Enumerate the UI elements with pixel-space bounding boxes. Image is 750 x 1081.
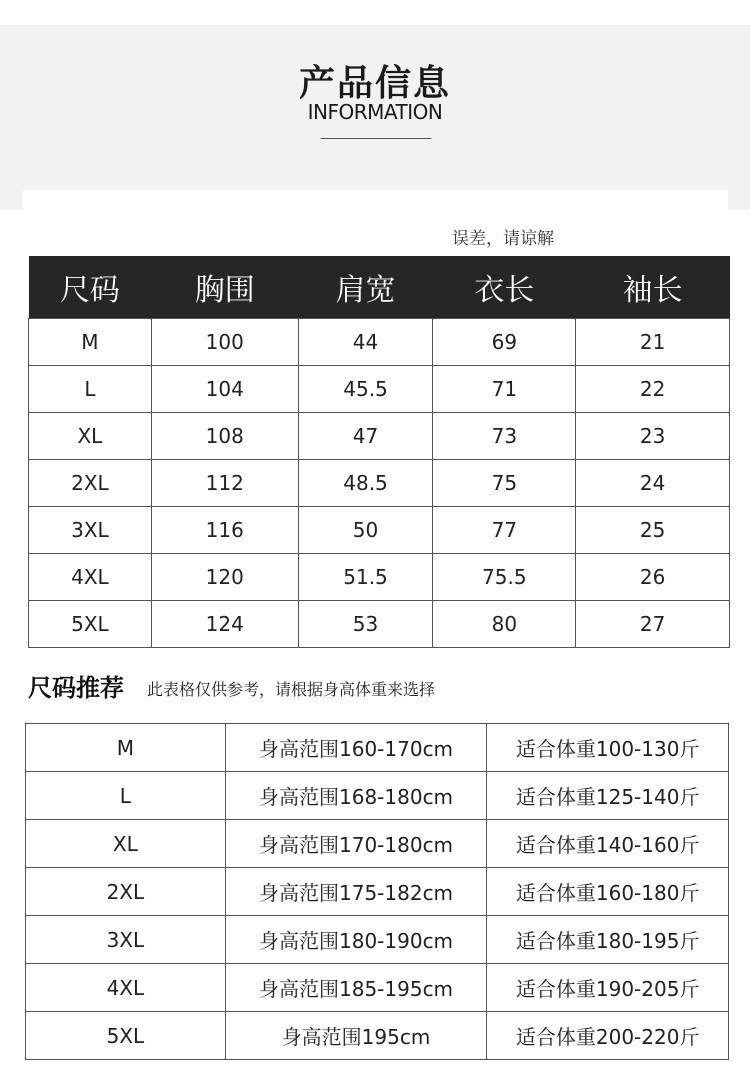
cell-size: 2XL bbox=[26, 868, 226, 916]
cell-sleeve: 22 bbox=[576, 366, 730, 413]
cell-shoulder: 45.5 bbox=[298, 366, 433, 413]
cell-weight: 适合体重160-180斤 bbox=[487, 868, 729, 916]
cell-height: 身高范围195cm bbox=[225, 1012, 487, 1060]
cell-sleeve: 27 bbox=[576, 601, 730, 648]
table-row bbox=[29, 554, 730, 601]
size-table bbox=[28, 256, 730, 648]
cell-size: M bbox=[26, 724, 226, 772]
cell-height: 身高范围175-182cm bbox=[225, 868, 487, 916]
cell-sleeve: 25 bbox=[576, 507, 730, 554]
table-row bbox=[26, 772, 729, 820]
cell-height: 身高范围185-195cm bbox=[225, 964, 487, 1012]
cell-size: XL bbox=[29, 413, 152, 460]
cell-height: 身高范围160-170cm bbox=[225, 724, 487, 772]
cell-size: 3XL bbox=[29, 507, 152, 554]
table-row bbox=[29, 601, 730, 648]
page-title: 产品信息 bbox=[298, 63, 451, 104]
cell-length: 73 bbox=[433, 413, 576, 460]
page-subtitle-en: INFORMATION bbox=[307, 100, 443, 124]
cell-weight: 适合体重200-220斤 bbox=[487, 1012, 729, 1060]
cell-weight: 适合体重190-205斤 bbox=[487, 964, 729, 1012]
cell-chest: 104 bbox=[151, 366, 298, 413]
cell-length: 80 bbox=[433, 601, 576, 648]
header-card bbox=[22, 190, 728, 220]
cell-size: 3XL bbox=[26, 916, 226, 964]
cell-size: M bbox=[29, 319, 152, 366]
table-row bbox=[26, 1012, 729, 1060]
recommend-table bbox=[25, 723, 729, 1060]
cell-chest: 100 bbox=[151, 319, 298, 366]
cell-size: 4XL bbox=[29, 554, 152, 601]
cell-size: 5XL bbox=[26, 1012, 226, 1060]
table-row bbox=[26, 820, 729, 868]
title-divider bbox=[321, 138, 431, 139]
cell-size: L bbox=[26, 772, 226, 820]
cell-chest: 108 bbox=[151, 413, 298, 460]
table-row bbox=[29, 413, 730, 460]
cell-shoulder: 47 bbox=[298, 413, 433, 460]
cell-height: 身高范围168-180cm bbox=[225, 772, 487, 820]
cell-shoulder: 53 bbox=[298, 601, 433, 648]
table-row bbox=[26, 964, 729, 1012]
cell-chest: 112 bbox=[151, 460, 298, 507]
cell-chest: 116 bbox=[151, 507, 298, 554]
cell-length: 75.5 bbox=[433, 554, 576, 601]
cell-weight: 适合体重180-195斤 bbox=[487, 916, 729, 964]
cell-chest: 120 bbox=[151, 554, 298, 601]
cell-size: XL bbox=[26, 820, 226, 868]
cell-sleeve: 21 bbox=[576, 319, 730, 366]
cell-sleeve: 23 bbox=[576, 413, 730, 460]
cell-size: 5XL bbox=[29, 601, 152, 648]
cell-weight: 适合体重100-130斤 bbox=[487, 724, 729, 772]
cell-weight: 适合体重140-160斤 bbox=[487, 820, 729, 868]
error-note: 误差，请谅解 bbox=[452, 229, 554, 249]
cell-weight: 适合体重125-140斤 bbox=[487, 772, 729, 820]
header-sleeve: 袖长 bbox=[576, 256, 730, 319]
header-chest: 胸围 bbox=[151, 256, 298, 319]
cell-chest: 124 bbox=[151, 601, 298, 648]
table-row bbox=[29, 507, 730, 554]
recommend-title: 尺码推荐 bbox=[28, 674, 124, 702]
cell-length: 75 bbox=[433, 460, 576, 507]
cell-shoulder: 50 bbox=[298, 507, 433, 554]
cell-shoulder: 44 bbox=[298, 319, 433, 366]
table-row bbox=[26, 868, 729, 916]
cell-length: 69 bbox=[433, 319, 576, 366]
cell-sleeve: 24 bbox=[576, 460, 730, 507]
cell-sleeve: 26 bbox=[576, 554, 730, 601]
cell-length: 77 bbox=[433, 507, 576, 554]
table-row bbox=[26, 916, 729, 964]
cell-height: 身高范围170-180cm bbox=[225, 820, 487, 868]
recommend-subtitle: 此表格仅供参考，请根据身高体重来选择 bbox=[147, 680, 436, 699]
table-row bbox=[26, 724, 729, 772]
cell-shoulder: 48.5 bbox=[298, 460, 433, 507]
table-row bbox=[29, 366, 730, 413]
cell-size: 2XL bbox=[29, 460, 152, 507]
table-row bbox=[29, 460, 730, 507]
header-length: 衣长 bbox=[433, 256, 576, 319]
table-row bbox=[29, 319, 730, 366]
header-shoulder: 肩宽 bbox=[298, 256, 433, 319]
cell-size: 4XL bbox=[26, 964, 226, 1012]
cell-shoulder: 51.5 bbox=[298, 554, 433, 601]
cell-length: 71 bbox=[433, 366, 576, 413]
cell-height: 身高范围180-190cm bbox=[225, 916, 487, 964]
size-table-header bbox=[29, 256, 730, 319]
header-size: 尺码 bbox=[29, 256, 152, 319]
cell-size: L bbox=[29, 366, 152, 413]
